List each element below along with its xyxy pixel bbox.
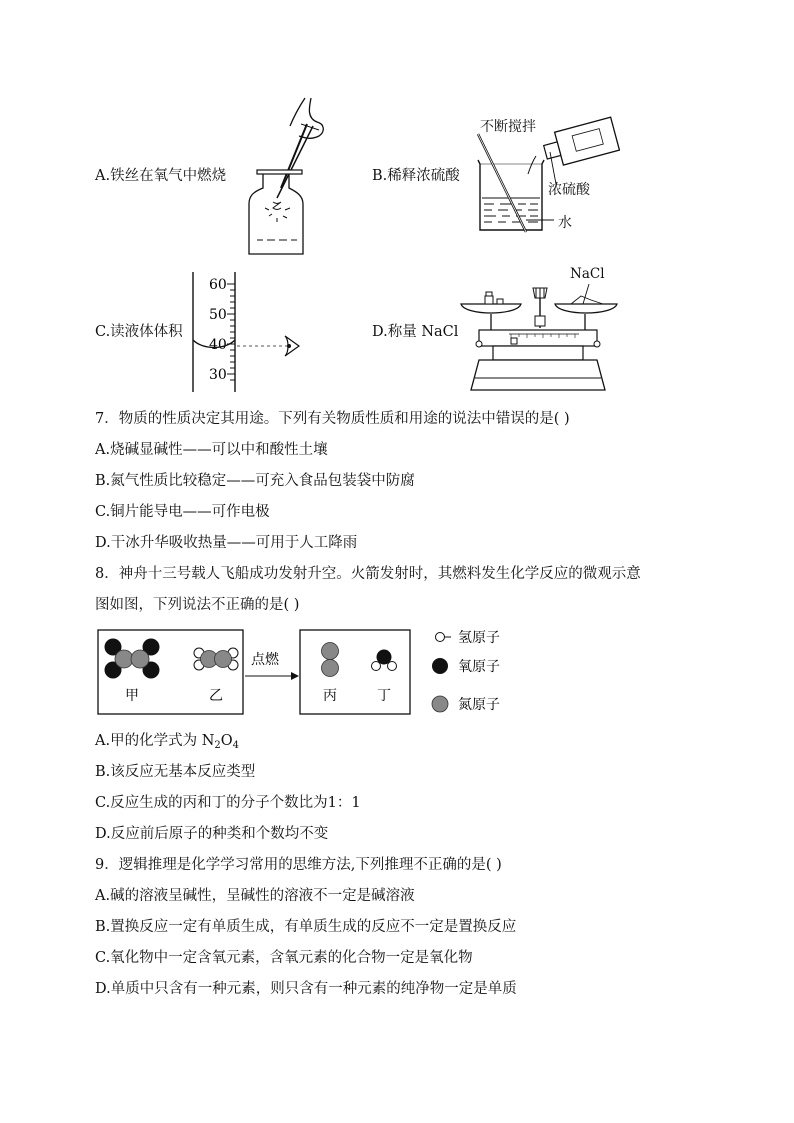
q7-option-c: C.铜片能导电——可作电极 <box>95 504 270 520</box>
figure-b-dilution-diagram <box>470 112 620 242</box>
q8-option-a-prefix: A.甲的化学式为 N <box>95 733 215 749</box>
figure-c-label: C.读液体体积 <box>95 324 183 340</box>
q7-option-a: A.烧碱显碱性——可以中和酸性土壤 <box>95 442 328 458</box>
q8-option-a-sub-o: 4 <box>232 740 240 751</box>
figure-c-cylinder-diagram <box>185 268 315 396</box>
q9-option-b: B.置换反应一定有单质生成，有单质生成的反应不一定是置换反应 <box>95 919 517 935</box>
figure-d-balance-diagram <box>455 278 625 398</box>
legend-hydrogen: 氢原子 <box>458 630 500 646</box>
q8-stem-line1: 8．神舟十三号载人飞船成功发射升空。火箭发射时，其燃料发生化学反应的微观示意 <box>95 566 641 582</box>
q8-option-b: B.该反应无基本反应类型 <box>95 764 256 780</box>
q7-option-d: D.干冰升华吸收热量——可用于人工降雨 <box>95 535 358 551</box>
q8-option-c: C.反应生成的丙和丁的分子个数比为1：1 <box>95 795 361 811</box>
figure-b-label: B.稀释浓硫酸 <box>372 168 460 184</box>
q8-option-a-sub-n: 2 <box>214 740 221 751</box>
figure-d-nacl-label: NaCl <box>570 266 605 282</box>
legend-oxygen: 氧原子 <box>458 659 500 675</box>
label-ding: 丁 <box>377 688 391 704</box>
condition-label: 点燃 <box>251 652 279 668</box>
q9-option-c: C.氧化物中一定含氧元素，含氧元素的化合物一定是氧化物 <box>95 950 473 966</box>
q7-stem: 7．物质的性质决定其用途。下列有关物质性质和用途的说法中错误的是( ) <box>95 411 570 427</box>
q9-option-a: A.碱的溶液呈碱性，呈碱性的溶液不一定是碱溶液 <box>95 888 415 904</box>
products-box <box>300 630 410 714</box>
figure-a-label: A.铁丝在氧气中燃烧 <box>95 168 227 184</box>
label-yi: 乙 <box>209 688 223 704</box>
q8-option-a <box>95 731 239 756</box>
legend-nitrogen: 氮原子 <box>458 697 500 713</box>
q7-option-b: B.氮气性质比较稳定——可充入食品包装袋中防腐 <box>95 473 415 489</box>
figure-d-label: D.称量 NaCl <box>372 324 459 340</box>
figure-a-iron-burning-diagram <box>235 96 335 258</box>
q8-option-a-o: O <box>220 733 233 749</box>
tick-60: 60 <box>209 277 227 293</box>
legend <box>432 630 500 713</box>
tick-50: 50 <box>209 307 227 323</box>
q8-stem-line2: 图如图，下列说法不正确的是( ) <box>95 597 300 613</box>
tick-40: 40 <box>209 337 227 353</box>
q8-reaction-diagram <box>95 626 525 718</box>
figure-b-acid-label: 浓硫酸 <box>548 182 590 198</box>
figure-b-stir-label: 不断搅拌 <box>480 119 536 135</box>
tick-30: 30 <box>209 367 227 383</box>
q8-option-d: D.反应前后原子的种类和个数均不变 <box>95 826 329 842</box>
q9-option-d: D.单质中只含有一种元素，则只含有一种元素的纯净物一定是单质 <box>95 981 517 997</box>
label-jia: 甲 <box>125 688 139 704</box>
label-bing: 丙 <box>323 688 337 704</box>
figure-b-water-label: 水 <box>558 215 572 231</box>
q9-stem: 9．逻辑推理是化学学习常用的思维方法,下列推理不正确的是( ) <box>95 857 502 873</box>
